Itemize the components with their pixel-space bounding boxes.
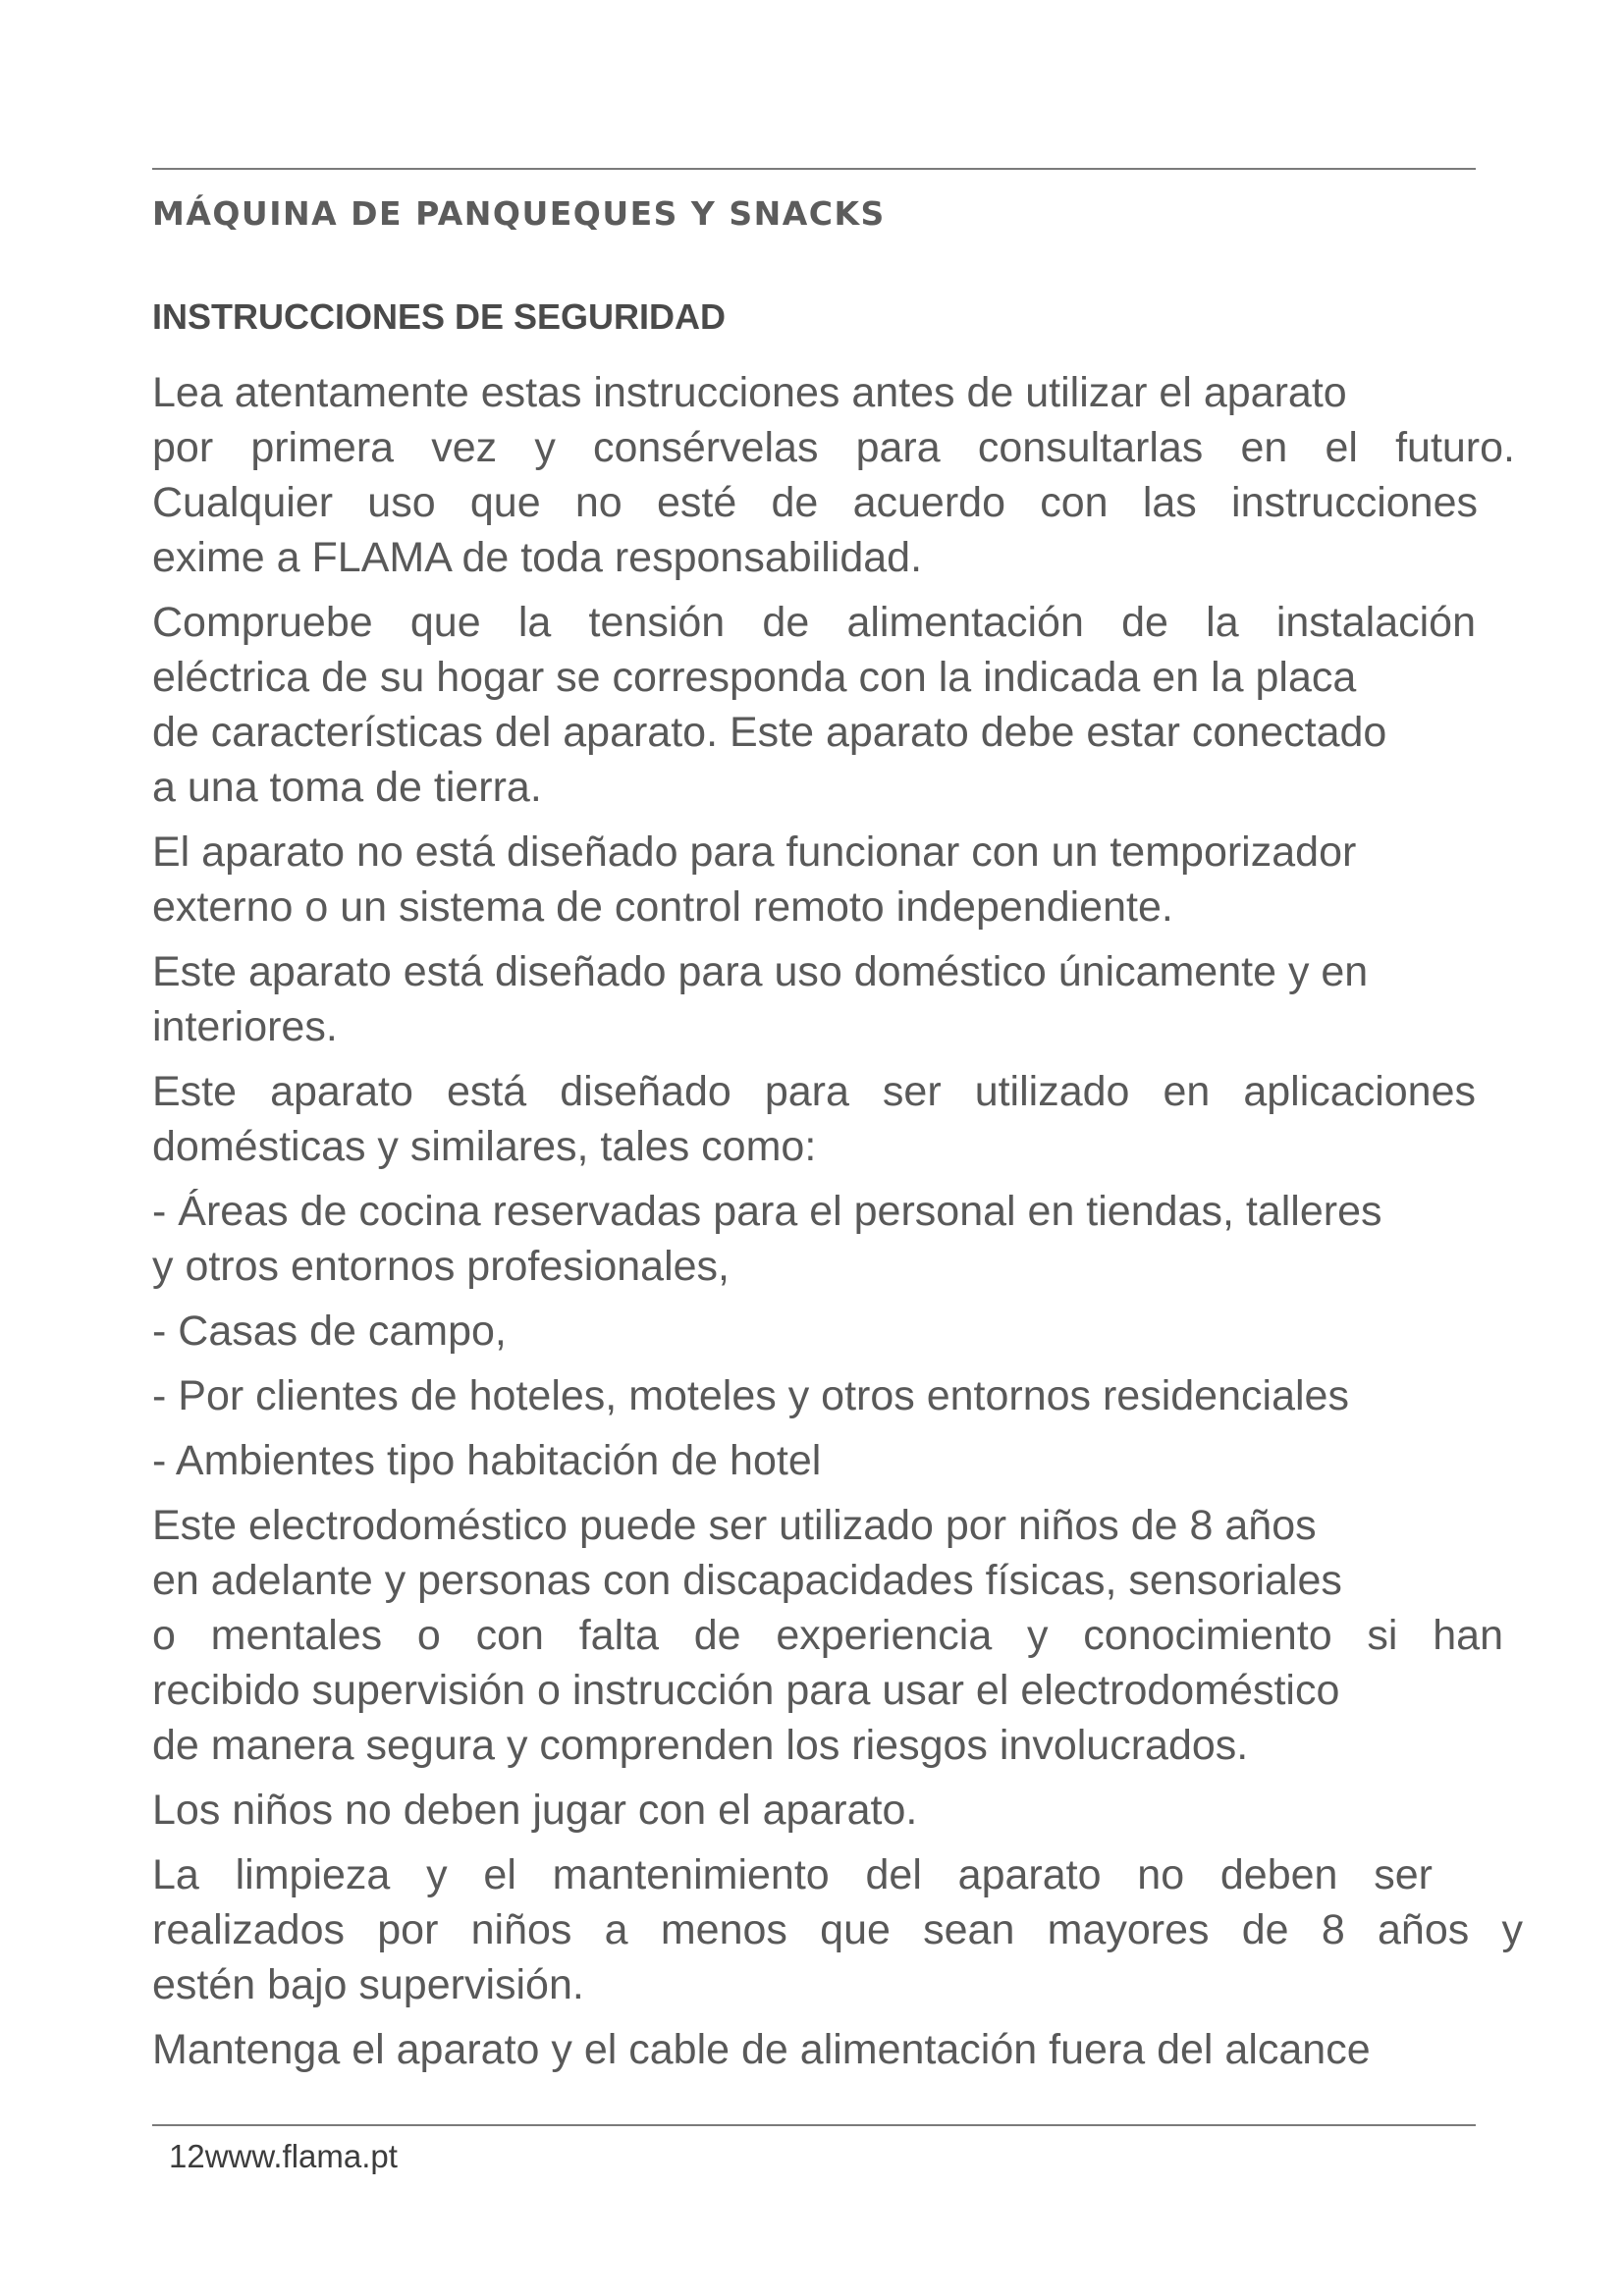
list-item [152, 1304, 1527, 1359]
paragraph [152, 1847, 1527, 2012]
product-title: MÁQUINA DE PANQUEQUES Y SNACKS [152, 194, 886, 233]
instructions-body [152, 365, 1527, 2077]
text-line: o mentales o con falta de experiencia y conocimiento si han [152, 1612, 1503, 1659]
text-line: domésticas y similares, tales como: [152, 1123, 817, 1170]
text-line: de características del aparato. Este aparato debe estar conectado [152, 709, 1387, 756]
text-line: Este aparato está diseñado para uso doméstico únicamente y en [152, 948, 1369, 995]
text-line: - Áreas de cocina reservadas para el personal en tiendas, talleres [152, 1188, 1382, 1235]
text-line: y otros entornos profesionales, [152, 1243, 730, 1290]
text-line: Mantenga el aparato y el cable de alimentación fuera del alcance [152, 2026, 1371, 2073]
text-line: Los niños no deben jugar con el aparato. [152, 1787, 918, 1834]
text-line: Cualquier uso que no esté de acuerdo con las instrucciones [152, 479, 1478, 526]
bottom-divider [152, 2124, 1476, 2126]
text-line: exime a FLAMA de toda responsabilidad. [152, 534, 923, 581]
text-line: a una toma de tierra. [152, 764, 542, 811]
text-line: eléctrica de su hogar se corresponda con la indicada en la placa [152, 654, 1357, 701]
text-line: realizados por niños a menos que sean mayores de 8 años y [152, 1906, 1523, 1953]
text-line: - Ambientes tipo habitación de hotel [152, 1437, 822, 1484]
text-line: interiores. [152, 1003, 338, 1050]
paragraph [152, 825, 1527, 934]
text-line: por primera vez y consérvelas para consultarlas en el futuro. [152, 424, 1515, 471]
text-line: estén bajo supervisión. [152, 1961, 584, 2008]
list-item [152, 1184, 1527, 1294]
text-line: de manera segura y comprenden los riesgos involucrados. [152, 1722, 1249, 1769]
paragraph [152, 595, 1527, 815]
page-footer: 12www.flama.pt [169, 2138, 398, 2174]
top-divider [152, 168, 1476, 170]
paragraph [152, 2022, 1527, 2077]
text-line: recibido supervisión o instrucción para usar el electrodoméstico [152, 1667, 1340, 1714]
text-line: - Por clientes de hoteles, moteles y otros entornos residenciales [152, 1372, 1349, 1419]
text-line: - Casas de campo, [152, 1308, 507, 1355]
list-item [152, 1433, 1527, 1488]
text-line: Compruebe que la tensión de alimentación de la instalación [152, 599, 1476, 646]
text-line: Este aparato está diseñado para ser utilizado en aplicaciones [152, 1068, 1476, 1115]
text-line: Este electrodoméstico puede ser utilizado por niños de 8 años [152, 1502, 1317, 1549]
paragraph [152, 365, 1527, 585]
paragraph [152, 1783, 1527, 1838]
paragraph [152, 1498, 1527, 1773]
text-line: Lea atentamente estas instrucciones antes de utilizar el aparato [152, 369, 1347, 416]
text-line: en adelante y personas con discapacidades físicas, sensoriales [152, 1557, 1342, 1604]
text-line: La limpieza y el mantenimiento del aparato no deben ser [152, 1851, 1433, 1898]
section-title: INSTRUCCIONES DE SEGURIDAD [152, 296, 727, 337]
paragraph [152, 944, 1527, 1054]
list-item [152, 1368, 1527, 1423]
text-line: El aparato no está diseñado para funcionar con un temporizador [152, 828, 1357, 876]
paragraph [152, 1064, 1527, 1174]
text-line: externo o un sistema de control remoto independiente. [152, 883, 1173, 931]
